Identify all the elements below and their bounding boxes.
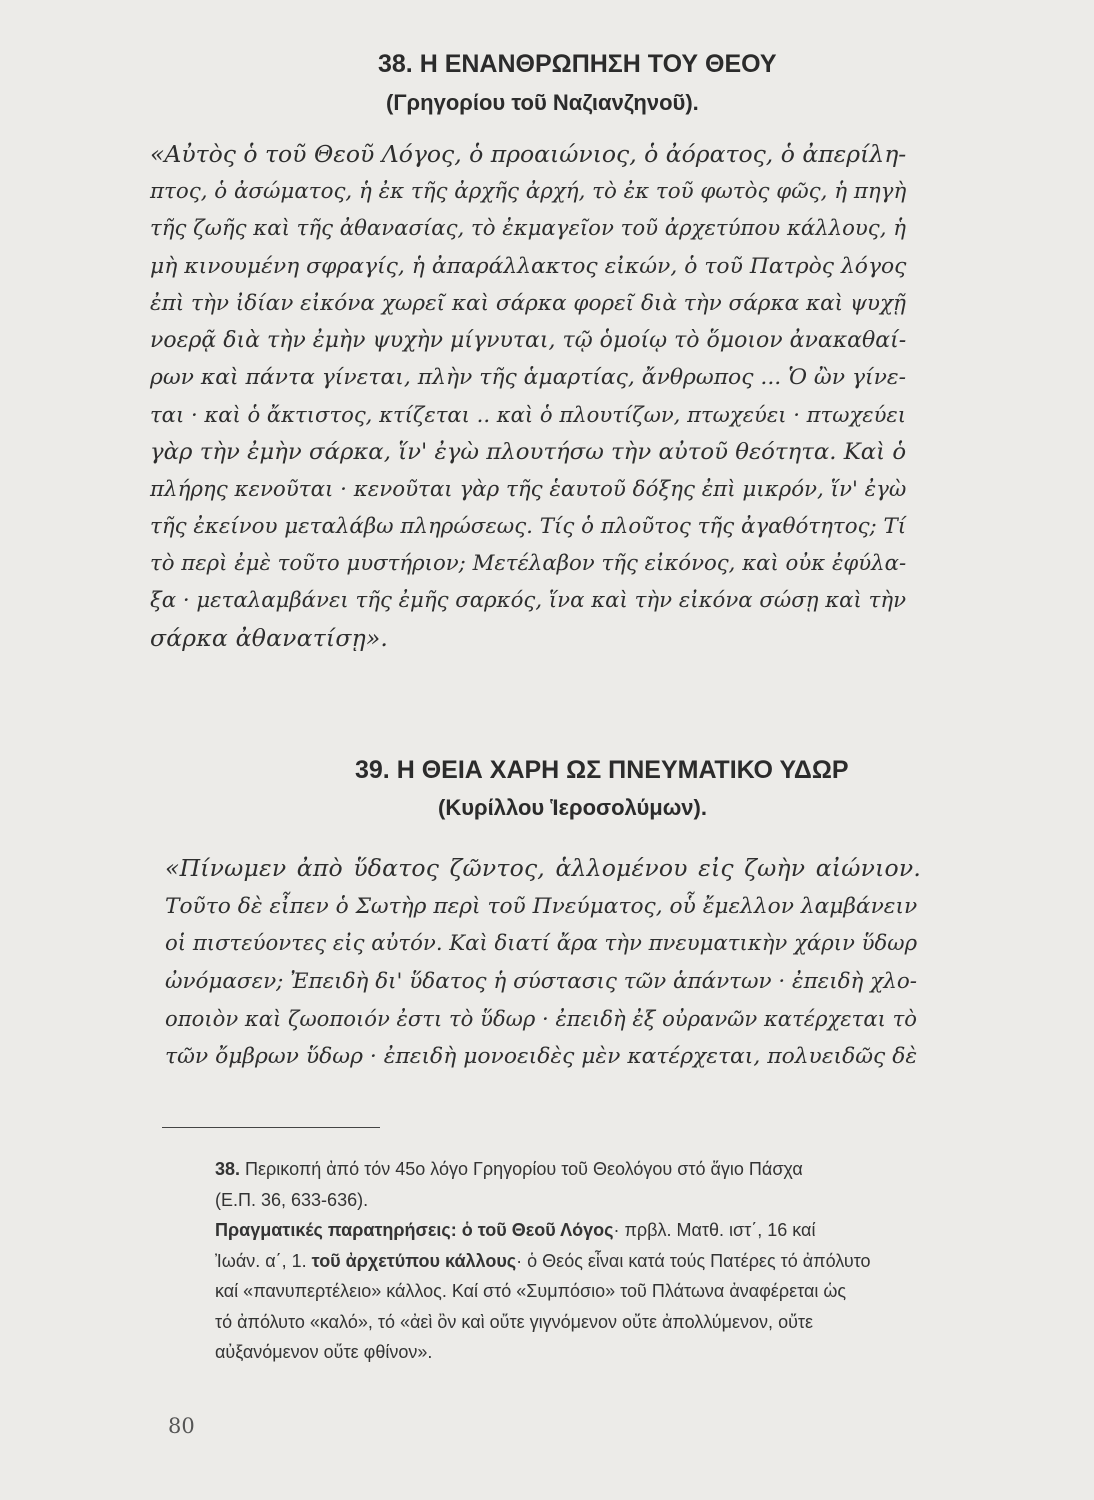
footnote-divider: [162, 1127, 380, 1128]
text-line: οποιὸν καὶ ζωοποιόν ἐστι τὸ ὕδωρ · ἐπειδὴ ἐξ οὐρανῶν κατέρχεται τὸ: [165, 1006, 918, 1032]
remarks-text: · πρβλ. Ματθ. ιστ΄, 16 καί: [613, 1220, 816, 1240]
section-38-subtitle: (Γρηγορίου τοῦ Ναζιανζηνοῦ).: [386, 90, 699, 115]
section-38-title: 38. Η ΕΝΑΝΘΡΩΠΗΣΗ ΤΟΥ ΘΕΟΥ: [378, 50, 777, 78]
text-line: ἐπὶ τὴν ἰδίαν εἰκόνα χωρεῖ καὶ σάρκα φορεῖ διὰ τὴν σάρκα καὶ ψυχῇ: [150, 290, 906, 316]
text-line: νοερᾷ διὰ τὴν ἐμὴν ψυχὴν μίγνυται, τῷ ὁμοίῳ τὸ ὅμοιον ἀνακαθαί-: [150, 328, 907, 354]
text-line: τῆς ζωῆς καὶ τῆς ἀθανασίας, τὸ ἐκμαγεῖον τοῦ ἀρχετύπου κάλλους, ἡ: [150, 216, 906, 242]
text-line: ξα · μεταλαμβάνει τῆς ἐμῆς σαρκός, ἵνα καὶ τὴν εἰκόνα σώσῃ καὶ τὴν: [150, 588, 907, 614]
text-line: ται · καὶ ὁ ἄκτιστος, κτίζεται .. καὶ ὁ πλουτίζων, πτωχεύει · πτωχεύει: [150, 402, 907, 428]
text-line: ρων καὶ πάντα γίνεται, πλὴν τῆς ἁμαρτίας, ἄνθρωπος ... Ὁ ὢν γίνε-: [150, 365, 907, 391]
text-line: τὸ περὶ ἐμὲ τοῦτο μυστήριον; Μετέλαβον τῆς εἰκόνος, καὶ οὐκ ἐφύλα-: [150, 551, 907, 577]
footnote-text: Περικοπή ἀπό τόν 45ο λόγο Γρηγορίου τοῦ Θεολόγου στό ἅγιο Πάσχα: [240, 1159, 803, 1179]
text-line: «Πίνωμεν ἀπὸ ὕδατος ζῶντος, ἁλλομένου εἰς ζωὴν αἰώνιον.: [165, 854, 921, 882]
section-39-title: 39. Η ΘΕΙΑ ΧΑΡΗ ΩΣ ΠΝΕΥΜΑΤΙΚΟ ΥΔΩΡ: [355, 756, 849, 784]
text-line: πλήρης κενοῦται · κενοῦται γὰρ τῆς ἑαυτοῦ δόξης ἐπὶ μικρόν, ἵν' ἐγὼ: [150, 476, 907, 502]
remarks-line: αὐξανόμενον οὔτε φθίνον».: [215, 1342, 433, 1362]
remarks-text: Ἰωάν. α΄, 1.: [215, 1250, 307, 1271]
text-line: τῆς ἐκείνου μεταλάβω πληρώσεως. Τίς ὁ πλοῦτος τῆς ἀγαθότητος; Τί: [150, 514, 907, 540]
remarks-label: Πραγματικές παρατηρήσεις: ὁ τοῦ Θεοῦ Λόγος: [215, 1220, 614, 1240]
text-line: Τοῦτο δὲ εἶπεν ὁ Σωτὴρ περὶ τοῦ Πνεύματος, οὗ ἔμελλον λαμβάνειν: [165, 893, 918, 919]
remarks-line: [215, 1246, 1045, 1277]
text-line: ὠνόμασεν; Ἐπειδὴ δι' ὕδατος ἡ σύστασις τῶν ἁπάντων · ἐπειδὴ χλο-: [165, 968, 918, 994]
remarks-line: τό ἀπόλυτο «καλό», τό «ἀεὶ ὂν καὶ οὔτε γιγνόμενον οὔτε ἀπολλύμενον, οὔτε: [215, 1311, 814, 1332]
section-39-subtitle: (Κυρίλλου Ἱεροσολύμων).: [438, 795, 707, 820]
text-line: σάρκα ἀθανατίσῃ».: [150, 623, 389, 652]
text-line: πτος, ὁ ἀσώματος, ἡ ἐκ τῆς ἀρχῆς ἀρχή, τὸ ἐκ τοῦ φωτὸς φῶς, ἡ πηγὴ: [150, 179, 907, 205]
remarks-term: τοῦ ἀρχετύπου κάλλους: [311, 1250, 517, 1271]
section-38-text: [150, 136, 910, 657]
remarks-text: · ὁ Θεός εἶναι κατά τούς Πατέρες τό ἀπόλυτο: [516, 1250, 871, 1271]
footnote-number: 38.: [215, 1159, 241, 1179]
footnotes: [215, 1154, 1045, 1368]
text-line: τῶν ὄμβρων ὕδωρ · ἐπειδὴ μονοειδὲς μὲν κατέρχεται, πολυειδῶς δὲ: [165, 1043, 918, 1069]
remarks-line: [215, 1215, 1045, 1246]
remarks-line: καί «πανυπερτέλειο» κάλλος. Καί στό «Συμπόσιο» τοῦ Πλάτωνα ἀναφέρεται ὡς: [215, 1281, 847, 1301]
page-number: 80: [168, 1414, 195, 1438]
text-line: γὰρ τὴν ἐμὴν σάρκα, ἵν' ἐγὼ πλουτήσω τὴν αὐτοῦ θεότητα. Καὶ ὁ: [150, 438, 907, 465]
text-line: «Αὐτὸς ὁ τοῦ Θεοῦ Λόγος, ὁ προαιώνιος, ὁ ἀόρατος, ὁ ἀπερίλη-: [150, 140, 907, 168]
section-39-text: [165, 850, 921, 1076]
footnote-38-line: (Ε.Π. 36, 633-636).: [215, 1189, 369, 1210]
text-line: μὴ κινουμένη σφραγίς, ἡ ἀπαράλλακτος εἰκών, ὁ τοῦ Πατρὸς λόγος: [150, 253, 907, 279]
footnote-38-line: [215, 1154, 1045, 1185]
text-line: οἱ πιστεύοντες εἰς αὐτόν. Καὶ διατί ἄρα τὴν πνευματικὴν χάριν ὕδωρ: [165, 931, 918, 957]
